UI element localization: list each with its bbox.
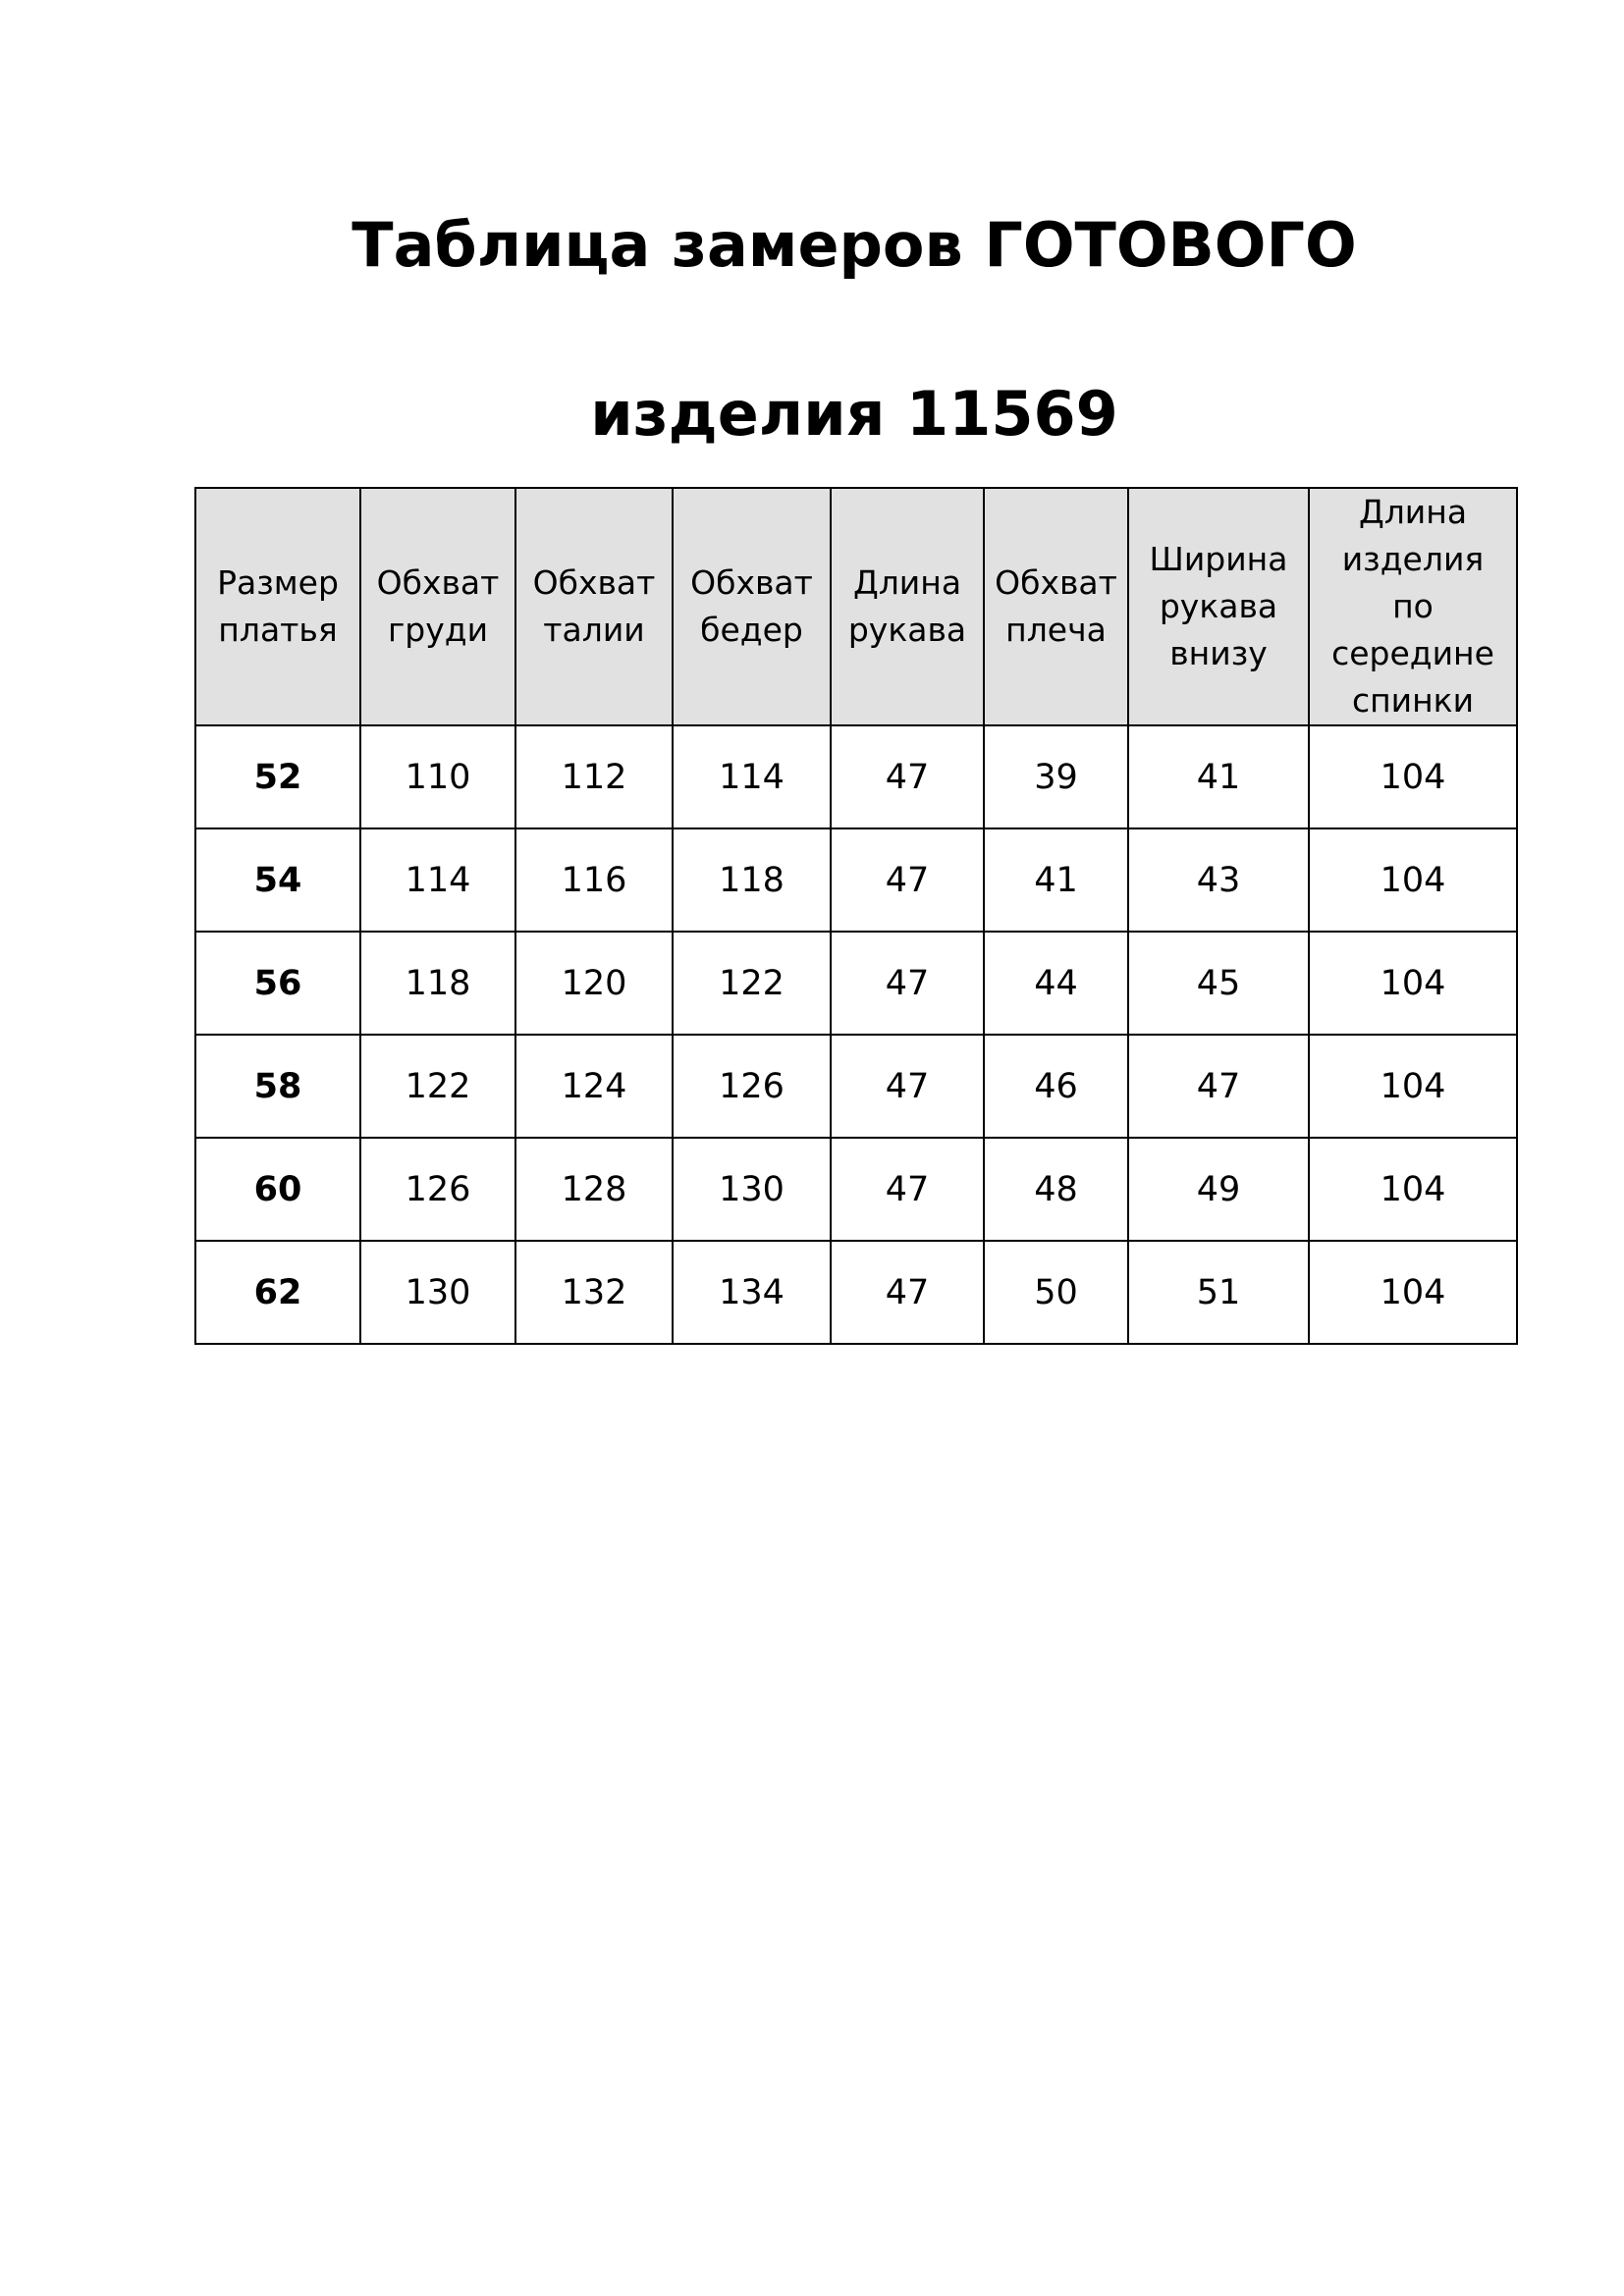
table-cell: 47 — [831, 828, 984, 932]
table-cell: 124 — [515, 1035, 673, 1138]
table-cell: 104 — [1309, 828, 1517, 932]
size-measurements-table — [194, 487, 1518, 1345]
table-row — [195, 1035, 1517, 1138]
table-cell: 39 — [984, 725, 1128, 828]
table-cell: 104 — [1309, 1035, 1517, 1138]
header-chest-girth: Обхват груди — [360, 488, 515, 725]
header-hip-girth: Обхват бедер — [673, 488, 831, 725]
table-cell: 132 — [515, 1241, 673, 1344]
table-cell: 104 — [1309, 725, 1517, 828]
table-cell: 122 — [360, 1035, 515, 1138]
table-row — [195, 932, 1517, 1035]
table-cell: 104 — [1309, 1138, 1517, 1241]
header-sleeve-length: Длина рукава — [831, 488, 984, 725]
table-cell: 116 — [515, 828, 673, 932]
table-cell: 104 — [1309, 1241, 1517, 1344]
table-row — [195, 828, 1517, 932]
table-cell: 41 — [1128, 725, 1309, 828]
table-cell: 48 — [984, 1138, 1128, 1241]
table-header-row — [195, 488, 1517, 725]
table-cell: 134 — [673, 1241, 831, 1344]
table-cell: 120 — [515, 932, 673, 1035]
table-cell: 112 — [515, 725, 673, 828]
header-sleeve-bottom-width: Ширина рукава внизу — [1128, 488, 1309, 725]
size-cell: 52 — [195, 725, 360, 828]
table-cell: 114 — [673, 725, 831, 828]
table-cell: 50 — [984, 1241, 1128, 1344]
size-cell: 60 — [195, 1138, 360, 1241]
table-cell: 126 — [360, 1138, 515, 1241]
table-cell: 51 — [1128, 1241, 1309, 1344]
table-cell: 41 — [984, 828, 1128, 932]
table-cell: 47 — [831, 932, 984, 1035]
table-cell: 118 — [360, 932, 515, 1035]
table-cell: 126 — [673, 1035, 831, 1138]
table-cell: 104 — [1309, 932, 1517, 1035]
table-cell: 128 — [515, 1138, 673, 1241]
header-back-length: Длина изделия по середине спинки — [1309, 488, 1517, 725]
table-cell: 44 — [984, 932, 1128, 1035]
header-waist-girth: Обхват талии — [515, 488, 673, 725]
document-title-line-2: изделия 11569 — [590, 378, 1118, 450]
table-row — [195, 725, 1517, 828]
header-dress-size: Размер платья — [195, 488, 360, 725]
table-cell: 49 — [1128, 1138, 1309, 1241]
table-cell: 47 — [831, 1241, 984, 1344]
table-cell: 114 — [360, 828, 515, 932]
table-cell: 43 — [1128, 828, 1309, 932]
table-cell: 47 — [831, 1138, 984, 1241]
table-cell: 46 — [984, 1035, 1128, 1138]
table-cell: 130 — [673, 1138, 831, 1241]
header-shoulder-girth: Обхват плеча — [984, 488, 1128, 725]
table-cell: 122 — [673, 932, 831, 1035]
table-cell: 47 — [831, 725, 984, 828]
table-cell: 110 — [360, 725, 515, 828]
table-row — [195, 1241, 1517, 1344]
size-cell: 56 — [195, 932, 360, 1035]
size-cell: 54 — [195, 828, 360, 932]
size-cell: 58 — [195, 1035, 360, 1138]
size-cell: 62 — [195, 1241, 360, 1344]
table-cell: 47 — [831, 1035, 984, 1138]
table-row — [195, 1138, 1517, 1241]
table-cell: 118 — [673, 828, 831, 932]
document-title-line-1: Таблица замеров ГОТОВОГО — [352, 209, 1357, 281]
table-cell: 130 — [360, 1241, 515, 1344]
table-cell: 47 — [1128, 1035, 1309, 1138]
table-cell: 45 — [1128, 932, 1309, 1035]
